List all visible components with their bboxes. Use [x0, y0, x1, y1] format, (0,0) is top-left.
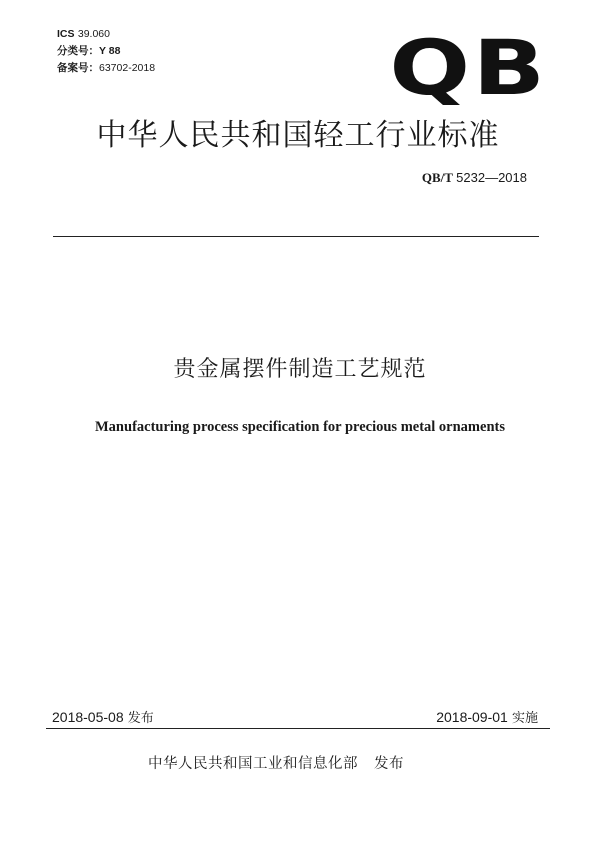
issuer-name: 中华人民共和国工业和信息化部 — [148, 756, 358, 772]
document-title-chinese: 贵金属摆件制造工艺规范 — [173, 357, 427, 382]
filing-label: 备案号： — [57, 62, 99, 74]
standard-year-number: 5232—2018 — [456, 170, 527, 185]
standard-number — [422, 170, 527, 186]
document-title-english: Manufacturing process specification for precious metal ornaments — [95, 419, 505, 435]
standard-category-title: 中华人民共和国轻工行业标准 — [96, 118, 500, 153]
document-metadata — [57, 26, 155, 77]
bottom-divider — [46, 728, 550, 729]
effective-label: 实施 — [511, 711, 538, 726]
issue-date: 2018-05-08 — [52, 709, 124, 725]
qb-logo: QB — [389, 23, 548, 112]
filing-row — [57, 60, 155, 77]
classification-row — [57, 43, 155, 60]
issuing-authority — [148, 752, 404, 773]
ics-label: ICS — [57, 28, 75, 40]
issue-label: 发布 — [127, 711, 154, 726]
classification-label: 分类号： — [57, 45, 99, 57]
ics-value: 39.060 — [77, 28, 110, 40]
standard-code: QB/T — [421, 170, 453, 185]
issue-date-block — [52, 707, 154, 726]
classification-value: Y 88 — [99, 45, 121, 57]
filing-value: 63702-2018 — [99, 62, 156, 74]
issuer-action: 发布 — [374, 756, 404, 772]
effective-date-block — [436, 707, 538, 726]
effective-date: 2018-09-01 — [436, 709, 508, 725]
ics-row — [57, 26, 155, 43]
top-divider — [53, 236, 539, 237]
